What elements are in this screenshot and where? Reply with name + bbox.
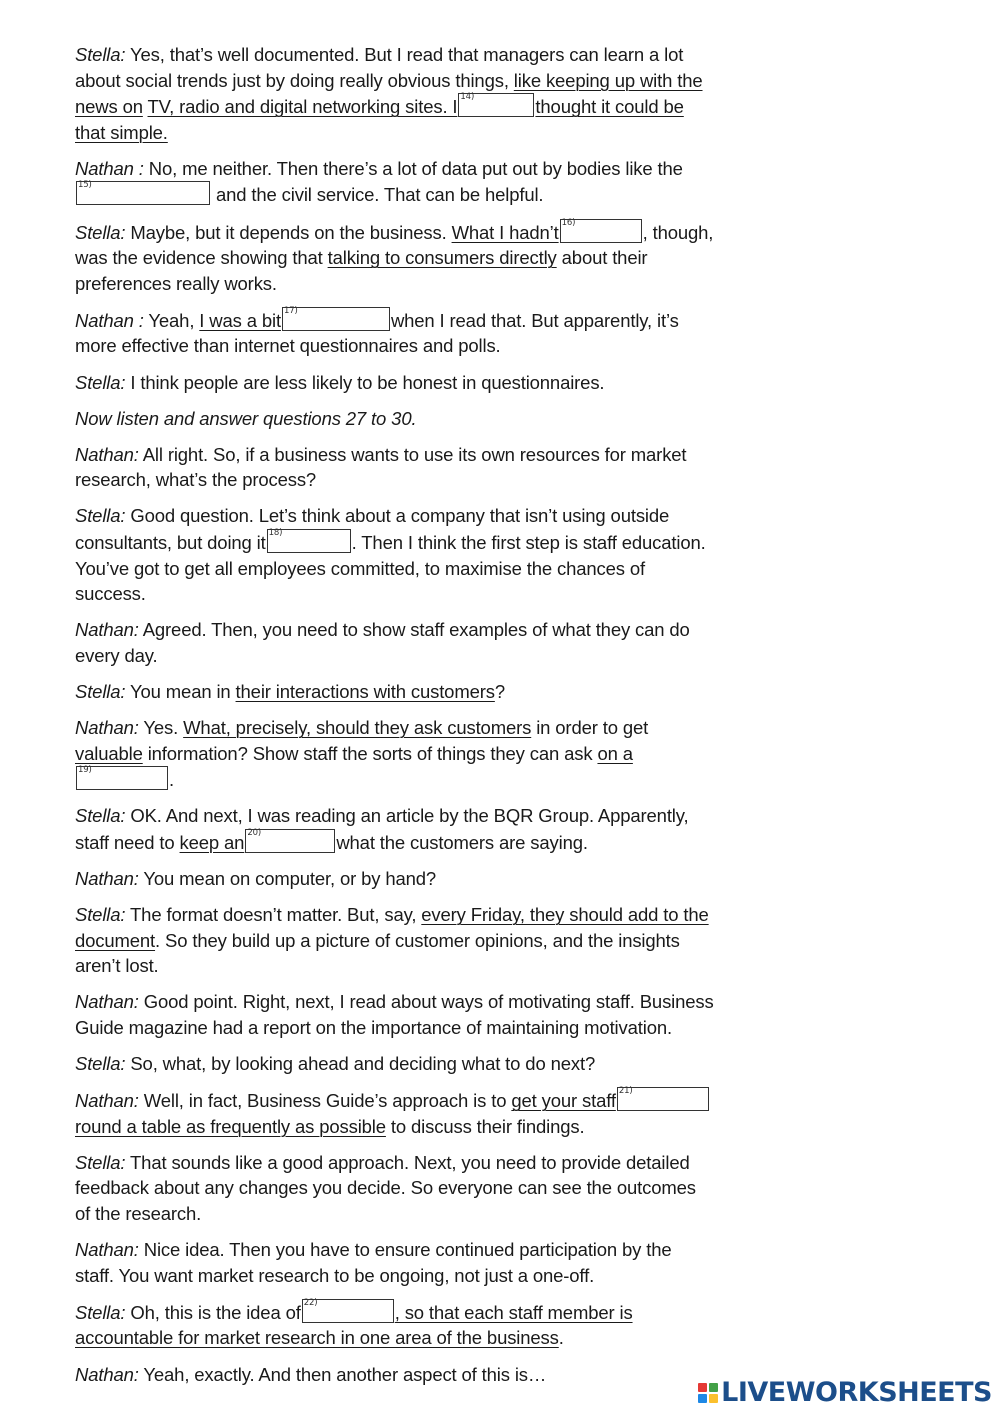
speaker-label: Stella: (75, 1151, 126, 1173)
gap-number: 19) (78, 765, 92, 776)
answer-input-20[interactable] (245, 829, 335, 853)
dialogue-line: Stella: So, what, by looking ahead and deciding what to do next? (75, 1053, 596, 1075)
instruction-line: Now listen and answer questions 27 to 30. (75, 407, 417, 429)
answer-input-17[interactable] (282, 307, 390, 331)
logo-square (698, 1394, 707, 1403)
dialogue-line: Nathan : No, me neither. Then there’s a lot of data put out by bodies like the 15) and the civil service. That can be helpful. (75, 157, 683, 206)
speaker-label: Stella: (75, 1053, 126, 1075)
answer-input-15[interactable] (76, 181, 210, 205)
dialogue-line: Stella: You mean in their interactions with customers? (75, 680, 505, 702)
dialogue-line: Nathan: Yeah, exactly. And then another aspect of this is… (75, 1363, 547, 1385)
speaker-label: Nathan : (75, 309, 144, 331)
dialogue-line: Nathan: Well, in fact, Business Guide’s approach is to get your staff 21) round a table as frequently as possible to discuss their findings. (75, 1087, 715, 1139)
dialogue-line: Nathan: Yes. What, precisely, should they ask customers in order to get valuable information? Show staff the sorts of things they can ask on a 19) . (75, 717, 649, 791)
answer-input-22[interactable] (302, 1299, 394, 1323)
logo-mark-icon (698, 1383, 718, 1403)
speaker-label: Stella: (75, 1301, 126, 1323)
dialogue-line: Stella: Yes, that’s well documented. But I read that managers can learn a lot about social trends just by doing really obvious things, like keeping up with the news on TV, radio and digital networking sites. I 14) thought it could be that simple. (75, 44, 703, 143)
logo-square (698, 1383, 707, 1392)
dialogue-line: Stella: Good question. Let’s think about a company that isn’t using outside consultants, but doing it 18) . Then I think the first step is staff education. You’ve got to get all employees committed, to maximise the chances of success. (75, 505, 706, 605)
speaker-label: Nathan: (75, 717, 139, 739)
dialogue-line: Nathan: All right. So, if a business wants to use its own resources for market research, what’s the process? (75, 443, 687, 491)
speaker-label: Stella: (75, 44, 126, 65)
speaker-label: Stella: (75, 904, 126, 926)
speaker-label: Stella: (75, 371, 126, 393)
worksheet-page (75, 42, 715, 1398)
gap-number: 18) (268, 528, 283, 538)
gap-number: 15) (78, 180, 92, 191)
dialogue-line: Nathan: Good point. Right, next, I read about ways of motivating staff. Business Guide magazine had a report on the importance of maintaining motivation. (75, 991, 714, 1038)
speaker-label: Nathan: (75, 1239, 139, 1261)
dialogue-line: Stella: Oh, this is the idea of 22) , so that each staff member is accountable for market research in one area of the business. (75, 1297, 633, 1349)
speaker-label: Nathan: (75, 868, 139, 890)
logo-text: LIVEWORKSHEETS (721, 1377, 992, 1408)
dialogue-line: Nathan: You mean on computer, or by hand? (75, 868, 437, 890)
dialogue-line: Stella: That sounds like a good approach. Next, you need to provide detailed feedback about any changes you decide. So everyone can see the outcomes of the research. (75, 1151, 696, 1225)
gap-number: 21) (618, 1086, 633, 1097)
speaker-label: Nathan: (75, 991, 139, 1013)
answer-input-16[interactable] (560, 219, 642, 243)
gap-number: 17) (283, 305, 298, 316)
speaker-label: Nathan : (75, 157, 144, 179)
gap-number: 16) (561, 217, 576, 228)
gap-number: 22) (303, 1297, 318, 1308)
logo-square (709, 1394, 718, 1403)
dialogue-line: Nathan: Nice idea. Then you have to ensure continued participation by the staff. You want market research to be ongoing, not just a one-off. (75, 1239, 672, 1286)
dialogue-line: Stella: Maybe, but it depends on the business. What I hadn’t 16) , though, was the evidence showing that talking to consumers directly about their preferences really works. (75, 217, 714, 294)
answer-input-14[interactable] (458, 93, 534, 117)
dialogue-line: Stella: I think people are less likely to be honest in questionnaires. (75, 371, 605, 393)
speaker-label: Stella: (75, 805, 126, 827)
dialogue-line: Nathan : Yeah, I was a bit 17) when I read that. But apparently, it’s more effective than internet questionnaires and polls. (75, 305, 679, 357)
gap-number: 20) (247, 827, 262, 838)
dialogue-line: Stella: OK. And next, I was reading an article by the BQR Group. Apparently, staff need to keep an 20) what the customers are saying. (75, 805, 689, 853)
speaker-label: Nathan: (75, 619, 139, 641)
answer-input-19[interactable] (76, 766, 168, 790)
liveworksheets-logo (698, 1377, 992, 1408)
speaker-label: Nathan: (75, 443, 139, 465)
dialogue-line: Nathan: Agreed. Then, you need to show staff examples of what they can do every day. (75, 619, 690, 666)
logo-square (709, 1383, 718, 1392)
speaker-label: Stella: (75, 505, 126, 527)
speaker-label: Nathan: (75, 1363, 139, 1385)
gap-number: 14) (460, 92, 475, 103)
dialogue-line: Stella: The format doesn’t matter. But, say, every Friday, they should add to the document. So they build up a picture of customer opinions, and the insights aren’t lost. (75, 904, 709, 977)
speaker-label: Stella: (75, 680, 126, 702)
answer-input-21[interactable] (617, 1087, 709, 1111)
speaker-label: Nathan: (75, 1090, 139, 1112)
answer-input-18[interactable] (267, 529, 351, 553)
speaker-label: Stella: (75, 221, 126, 243)
